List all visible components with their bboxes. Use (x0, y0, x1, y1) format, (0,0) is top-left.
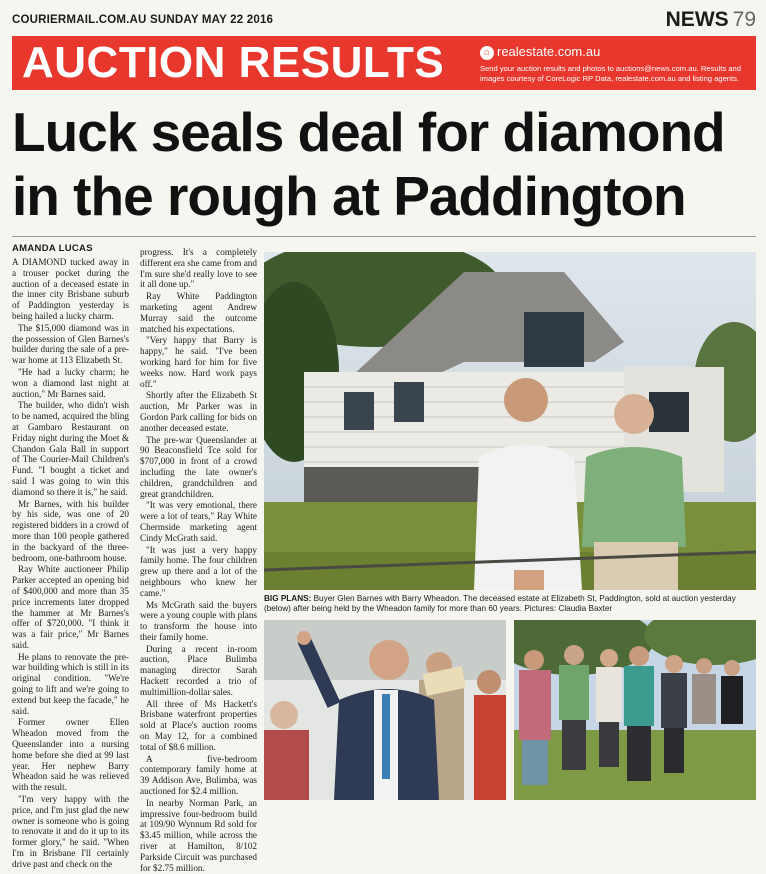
auctioneer-photo (264, 620, 506, 800)
paragraph: A five-bedroom contemporary family home at 39 Addison Ave, Bulimba, was auctioned for $2.4 million. (140, 753, 257, 797)
crowd-photo-illustration (514, 620, 756, 800)
paragraph: "Very happy that Barry is happy," he said. "I've been working hard for him for five weeks now. Hard work pays off." (140, 335, 257, 389)
headline-line-1: Luck seals deal for diamond (12, 101, 725, 163)
paragraph: Ms McGrath said the buyers were a young couple with plans to transform the house into their family home. (140, 599, 257, 642)
divider (12, 236, 756, 237)
paragraph: He plans to renovate the pre-war building which is still in its original condition. "We're going to lift and we're going to extend but keep the facade," he said. (12, 651, 129, 716)
crowd-photo (514, 620, 756, 800)
page-number: 79 (732, 8, 756, 31)
paragraph: Ray White auctioneer Philip Parker accepted an opening bid of $400,000 and more than 35 price increments later dropped the hammer at Mr Barnes's offer of $720,000. "I think it was a fair price," Mr Barnes said. (12, 564, 129, 650)
paragraph: Mr Barnes, with his builder by his side, was one of 20 registered bidders in a crowd of more than 100 people gathered in the backyard of the three-bedroom, one-bathroom house. (12, 498, 129, 563)
article-column-1 (12, 257, 129, 871)
paragraph: "I'm very happy with the price, and I'm just glad the new owner is someone who is going to renovate it and do it up to its former glory," he said. "When I'm in Brisbane I'll certainly drive past and check on the (12, 794, 129, 869)
paragraph: During a recent in-room auction, Place Bulimba managing director Sarah Hackett recorded a trio of multimillion-dollar sales. (140, 643, 257, 697)
paragraph: "It was very emotional, there were a lot of tears," Ray White Chermside marketing agent Cindy McGrath said. (140, 500, 257, 543)
issue-date: SUNDAY MAY 22 2016 (149, 14, 274, 26)
byline: AMANDA LUCAS (12, 243, 93, 254)
photo-caption (264, 594, 756, 614)
paragraph: "He had a lucky charm; he won a diamond last night at auction," Mr Barnes said. (12, 366, 129, 399)
house-photo-illustration (264, 252, 756, 590)
headline (12, 100, 756, 228)
paragraph: In nearby Norman Park, an impressive four-bedroom build at 109/90 Wynnum Rd sold for $3.45 million, while across the river at Hamilton, 8/102 Parkside Circuit was purchased for $2.75 million. (140, 797, 257, 873)
banner-kicker: AUCTION RESULTS (22, 38, 445, 87)
sponsor-brand (480, 44, 600, 60)
realestate-logo-icon: ⌂ (480, 46, 494, 60)
auctioneer-photo-illustration (264, 620, 506, 800)
masthead (12, 10, 756, 32)
paragraph: The $15,000 diamond was in the possession of Glen Barnes's builder during the sale of a pre-war home at 113 Elizabeth St. (12, 322, 129, 366)
main-photo (264, 252, 756, 590)
paragraph: Former owner Ellen Wheadon moved from the Queenslander into a nursing home before she died at 99 last year. Her nephew Barry Wheadon said he was relieved with the result. (12, 717, 129, 793)
site-name: COURIERMAIL.COM.AU (12, 14, 147, 26)
paragraph: The builder, who didn't wish to be named, acquired the bling at Gambaro Restaurant on Friday night during the Moet & Chandon Gala Ball in support of The Courier-Mail Children's Fund. "I bought a ticket and said I was going to win this diamond so there it is," he said. (12, 400, 129, 497)
paragraph: Shortly after the Elizabeth St auction, Mr Parker was in Gordon Park calling for bids on another deceased estate. (140, 390, 257, 433)
article-column-2 (140, 247, 257, 874)
caption-lead: BIG PLANS: (264, 594, 312, 603)
sponsor-brand-text: realestate.com.au (497, 44, 601, 59)
banner-info: Send your auction results and photos to auctions@news.com.au. Results and images courtesy of CoreLogic RP Data, realestate.com.au and listing agents. (480, 64, 741, 83)
paragraph: Ray White Paddington marketing agent Andrew Murray said the outcome matched his expectations. (140, 291, 257, 334)
headline-line-2: in the rough at Paddington (12, 165, 686, 227)
paragraph: The pre-war Queenslander at 90 Beaconsfield Tce sold for $707,000 in front of a crowd including the late owner's children, grandchildren and great grandchildren. (140, 434, 257, 499)
caption-text: Buyer Glen Barnes with Barry Wheadon. The deceased estate at Elizabeth St, Paddington, sold at auction yesterday (below) after being held by the Wheadon family for more than 60 years. Pictures: Claudia Baxter (264, 594, 736, 613)
section-name: NEWS (665, 8, 729, 31)
paragraph: "It was just a very happy family home. The four children grew up there and a lot of the neighbours who knew her came." (140, 544, 257, 598)
section-banner (12, 36, 756, 90)
paragraph: progress. It's a completely different era she came from and I'm sure she'd really love to see it all done up." (140, 247, 257, 290)
paragraph: All three of Ms Hackett's Brisbane waterfront properties sold at Place's auction rooms on May 12, for a combined total of $8.6 million. (140, 698, 257, 752)
paragraph: A DIAMOND tucked away in a trouser pocket during the auction of a deceased estate in the inner city Brisbane suburb of Paddington yesterday is being hailed a lucky charm. (12, 257, 129, 321)
